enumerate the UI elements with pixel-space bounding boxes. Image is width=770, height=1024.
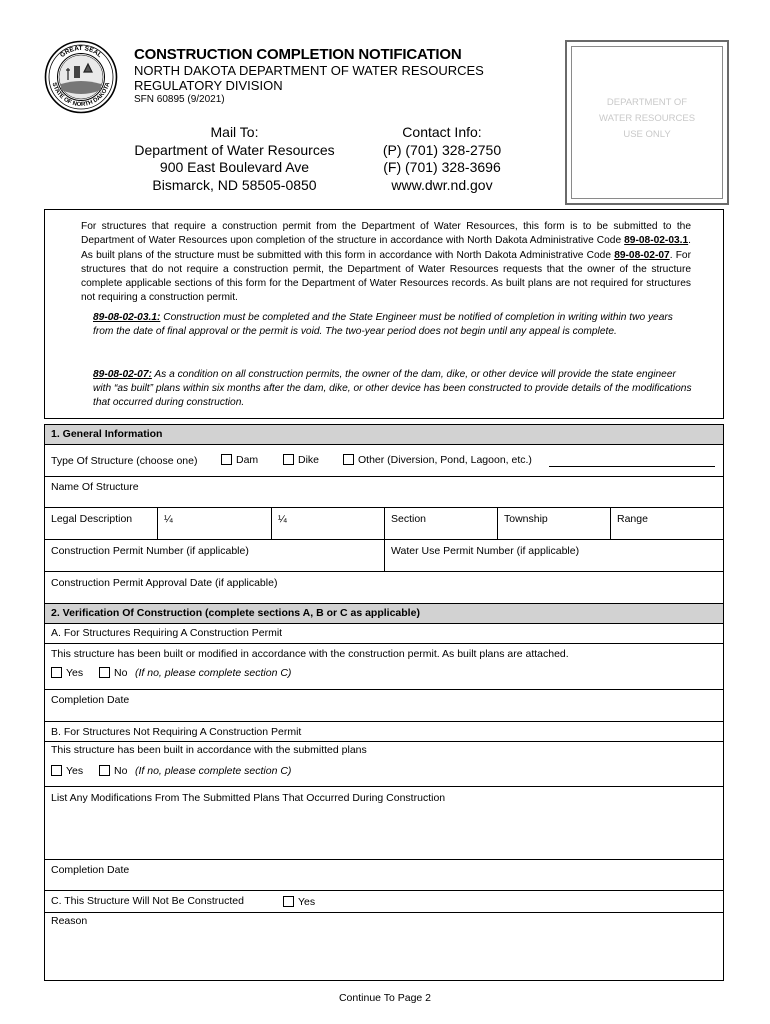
state-seal-logo — [44, 40, 118, 114]
intro-text-a: For structures that require a construction permit from the Department of Water Resources, this form is to be submitted to the Department of Water Resources upon completion of the structure in accordance with North Dakota Administrative Code — [81, 221, 691, 247]
form-table — [44, 424, 724, 981]
form-title: CONSTRUCTION COMPLETION NOTIFICATION — [134, 46, 462, 63]
form-number: SFN 60895 (9/2021) — [134, 94, 225, 105]
section-a-completion-label: Completion Date — [51, 694, 130, 706]
structure-type-label: Type Of Structure (choose one) — [51, 455, 198, 467]
water-use-permit-number-field[interactable] — [384, 540, 723, 571]
quarter-2-field[interactable] — [271, 508, 384, 539]
section-b-completion-row[interactable] — [45, 860, 723, 891]
section-label: Section — [391, 513, 427, 525]
section-b-statement-row — [45, 742, 723, 787]
office-use-inner — [571, 46, 723, 199]
dike-label: Dike — [298, 454, 320, 466]
section-c-heading: C. This Structure Will Not Be Constructed — [51, 895, 244, 907]
section-2-heading: 2. Verification Of Construction (complete sections A, B or C as applicable) — [45, 604, 723, 624]
section-a-no[interactable] — [99, 667, 127, 679]
form-header — [134, 46, 554, 106]
structure-name-label: Name Of Structure — [51, 481, 139, 493]
quarter-1-field[interactable] — [157, 508, 271, 539]
section-a-no-label: No — [114, 667, 128, 679]
rule-1-text: Construction must be completed and the State Engineer must be notified of completion in writing within two years from the date of final approval or the permit is void. The two-year period does not begin until any appeal is complete. — [93, 312, 673, 337]
section-c-yes[interactable] — [283, 896, 315, 908]
svg-text:GREAT SEAL: GREAT SEAL — [58, 44, 104, 60]
rule-2-text: As a condition on all construction permits, the owner of the dam, dike, or other device will provide the state engineer with “as built” plans within six months after the dam, dike, or other device has been constructed to provide details of the modifications that occurred during construction. — [93, 369, 692, 408]
legal-description-label: Legal Description — [51, 513, 133, 525]
approval-date-row[interactable] — [45, 572, 723, 604]
legal-description-row — [45, 508, 723, 540]
section-b-no-checkbox[interactable] — [99, 765, 110, 776]
intro-text-c: . For structures that do not require a construction permit, the Department of Water Resources requests that the owner of the structure complete applicable sections of this form for the Department of Water Resources records. As built plans are not required for structures not requiring a construction permit. — [81, 249, 691, 304]
section-b-modifications-row[interactable] — [45, 787, 723, 860]
section-a-yes-checkbox[interactable] — [51, 667, 62, 678]
office-use-line3: USE ONLY — [623, 129, 671, 140]
contact-heading: Contact Info: — [402, 124, 482, 140]
section-b-no-label: No — [114, 765, 128, 777]
option-dam[interactable] — [221, 454, 258, 466]
section-b-yes-checkbox[interactable] — [51, 765, 62, 776]
township-label: Township — [504, 513, 548, 525]
township-field[interactable] — [497, 508, 610, 539]
section-a-note: (If no, please complete section C) — [135, 667, 292, 679]
mail-to-block — [132, 124, 337, 194]
rule-2-ref: 89-08-02-07: — [93, 369, 152, 380]
office-use-line1: DEPARTMENT OF — [606, 97, 688, 108]
office-use-box — [565, 40, 729, 205]
section-a-heading: A. For Structures Requiring A Construction Permit — [51, 627, 283, 639]
svg-text:STATE OF NORTH DAKOTA: STATE OF NORTH DAKOTA — [50, 81, 112, 109]
department-name: NORTH DAKOTA DEPARTMENT OF WATER RESOURCES — [134, 63, 484, 78]
rule-1-paragraph — [93, 311, 693, 339]
quarter-1-label: ¼ — [164, 513, 173, 525]
dam-label: Dam — [236, 454, 259, 466]
intro-ref-a: 89-08-02-03.1 — [624, 235, 689, 247]
other-label: Other (Diversion, Pond, Lagoon, etc.) — [358, 454, 532, 466]
section-1-heading: 1. General Information — [45, 425, 723, 445]
section-c-yes-checkbox[interactable] — [283, 896, 294, 907]
quarter-2-label: ¼ — [278, 513, 287, 525]
section-c-reason-row[interactable] — [45, 913, 723, 980]
contact-block — [376, 124, 508, 194]
approval-date-label: Construction Permit Approval Date (if applicable) — [51, 577, 278, 589]
section-c-reason-label: Reason — [51, 915, 88, 927]
range-label: Range — [617, 513, 648, 525]
mail-to-line2: 900 East Boulevard Ave — [159, 159, 310, 175]
section-b-no[interactable] — [99, 765, 127, 777]
contact-fax: (F) (701) 328-3696 — [383, 159, 501, 175]
instructions-paragraph — [81, 220, 691, 306]
section-b-modifications-label: List Any Modifications From The Submitted Plans That Occurred During Construction — [51, 792, 446, 804]
intro-text-b: . As built plans of the structure must be submitted with this form in accordance with North Dakota Administrative Code — [81, 235, 691, 261]
section-a-yes-label: Yes — [66, 667, 84, 679]
contact-web: www.dwr.nd.gov — [391, 176, 493, 193]
construction-permit-number-field[interactable] — [45, 540, 384, 571]
dike-checkbox[interactable] — [283, 454, 294, 465]
permit-numbers-row — [45, 540, 723, 572]
range-field[interactable] — [610, 508, 723, 539]
section-b-statement: This structure has been built in accordance with the submitted plans — [51, 744, 367, 756]
section-b-yes-label: Yes — [66, 765, 84, 777]
option-other[interactable] — [343, 454, 532, 466]
instructions-box — [44, 209, 724, 419]
section-b-yes[interactable] — [51, 765, 83, 777]
mail-to-heading: Mail To: — [210, 124, 259, 140]
water-use-permit-number-label: Water Use Permit Number (if applicable) — [391, 545, 580, 557]
division-name: REGULATORY DIVISION — [134, 78, 283, 93]
section-a-no-checkbox[interactable] — [99, 667, 110, 678]
section-a-statement-row — [45, 644, 723, 690]
section-b-heading-row — [45, 722, 723, 742]
section-a-heading-row — [45, 624, 723, 644]
mail-to-line1: Department of Water Resources — [134, 141, 335, 158]
structure-type-row — [45, 445, 723, 477]
section-b-heading: B. For Structures Not Requiring A Construction Permit — [51, 726, 302, 738]
section-field[interactable] — [384, 508, 497, 539]
section-a-completion-row[interactable] — [45, 690, 723, 722]
continue-page-note: Continue To Page 2 — [338, 992, 432, 1004]
structure-name-row[interactable] — [45, 477, 723, 508]
construction-permit-number-label: Construction Permit Number (if applicable) — [51, 545, 249, 557]
section-b-completion-label: Completion Date — [51, 864, 130, 876]
dam-checkbox[interactable] — [221, 454, 232, 465]
section-c-yes-label: Yes — [298, 896, 316, 908]
other-checkbox[interactable] — [343, 454, 354, 465]
section-b-note: (If no, please complete section C) — [135, 765, 292, 777]
section-a-yes[interactable] — [51, 667, 83, 679]
option-dike[interactable] — [283, 454, 319, 466]
intro-ref-b: 89-08-02-07 — [614, 249, 670, 261]
office-use-line2: WATER RESOURCES — [598, 113, 696, 124]
rule-1-ref: 89-08-02-03.1: — [93, 312, 161, 323]
section-c-heading-row — [45, 891, 723, 913]
contact-phone: (P) (701) 328-2750 — [382, 141, 502, 158]
other-text-field[interactable] — [549, 466, 715, 467]
mail-to-line3: Bismarck, ND 58505-0850 — [152, 176, 317, 193]
rule-2-paragraph — [93, 368, 693, 410]
section-a-statement: This structure has been built or modified in accordance with the construction permit. As built plans are attached. — [51, 648, 569, 660]
